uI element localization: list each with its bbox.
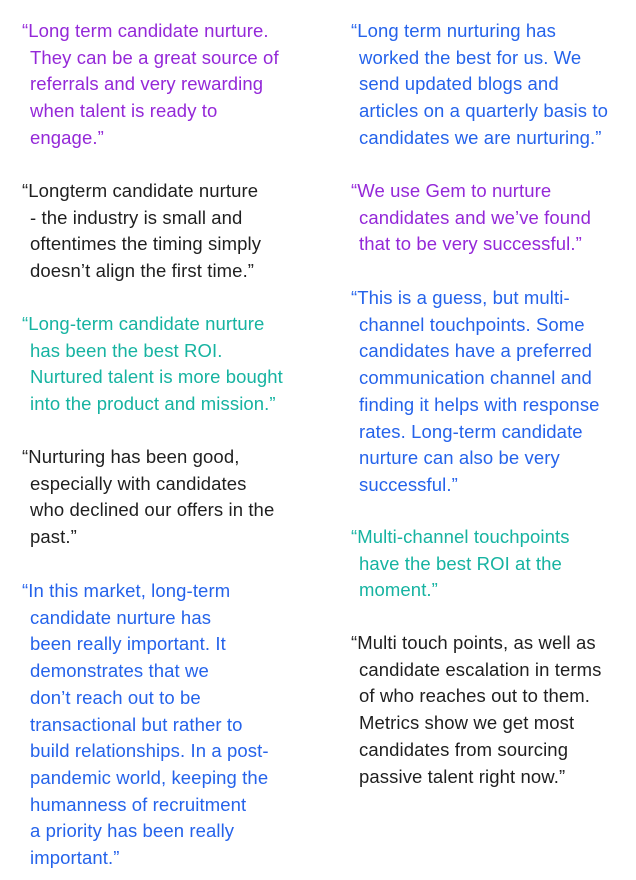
quote-multi-channel-best-roi: “Multi-channel touchpoints have the best ROI at the moment.” <box>351 526 570 601</box>
quote-market-long-term-nurture: “In this market, long-term candidate nurture has been really important. It demonstrates that we don’t reach out to be transactional but rather to build relationships. In a post- pandemic world, keeping the humanness of recruitment a priority has been really important.” <box>22 580 269 869</box>
quote-long-term-nurturing-blogs: “Long term nurturing has worked the best for us. We send updated blogs and articles on a quarterly basis to candidates we are nurturing.” <box>351 20 608 148</box>
quote-longterm-nurture-industry-small: “Longterm candidate nurture - the industry is small and oftentimes the timing simply doesn’t align the first time.” <box>22 180 262 282</box>
quote-multi-channel-guess: “This is a guess, but multi- channel touchpoints. Some candidates have a preferred communication channel and finding it helps with response rates. Long-term candidate nurture can also be very successful.” <box>351 287 600 495</box>
quote-long-term-nurture-best-roi: “Long-term candidate nurture has been the best ROI. Nurtured talent is more bought into the product and mission.” <box>22 313 283 415</box>
quote-multi-touch-points: “Multi touch points, as well as candidate escalation in terms of who reaches out to them. Metrics show we get most candidates from sourcing passive talent right now.” <box>351 632 602 787</box>
quote-gem-nurture: “We use Gem to nurture candidates and we’ve found that to be very successful.” <box>351 180 591 255</box>
quote-nurturing-declined-offers: “Nurturing has been good, especially with candidates who declined our offers in the past.” <box>22 446 275 548</box>
quote-long-term-nurture-referrals: “Long term candidate nurture. They can be a great source of referrals and very rewarding when talent is ready to engage.” <box>22 20 279 148</box>
